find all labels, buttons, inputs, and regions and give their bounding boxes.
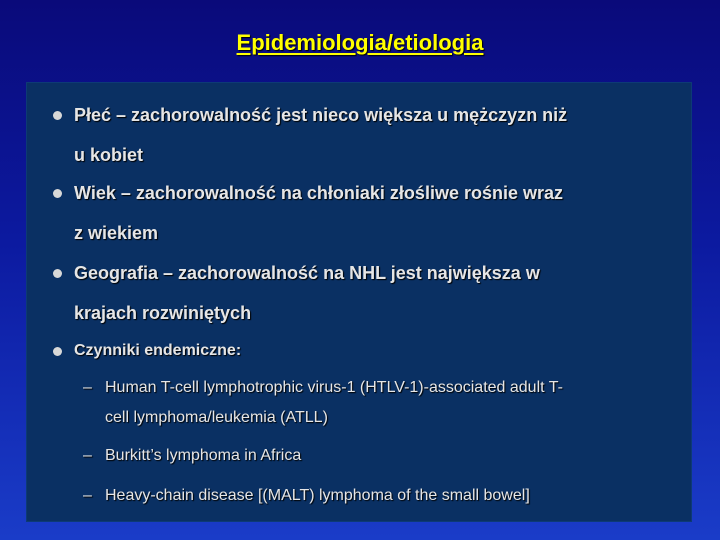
slide-title: Epidemiologia/etiologia	[236, 30, 484, 55]
bullet-dot-icon	[53, 111, 62, 120]
subbullet-text-line2: cell lymphoma/leukemia (ATLL)	[105, 409, 328, 426]
bullet-text-line1: Wiek – zachorowalność na chłoniaki złośliwe rośnie wraz	[74, 183, 563, 203]
bullet-dot-icon	[53, 189, 62, 198]
bullet-text-line2: krajach rozwiniętych	[74, 303, 252, 323]
content-panel	[27, 83, 691, 521]
bullet-dot-icon	[53, 269, 62, 278]
bullet-text-line2: u kobiet	[74, 145, 144, 165]
subbullet-text-line1: Burkitt’s lymphoma in Africa	[105, 447, 302, 464]
bullet-dot-icon	[53, 347, 62, 356]
bullet-text-line1: Płeć – zachorowalność jest nieco większa u mężczyzn niż	[74, 105, 568, 125]
bullet-text-line2: z wiekiem	[74, 223, 159, 243]
subbullet-text-line1: Heavy-chain disease [(MALT) lymphoma of the small bowel]	[105, 487, 530, 504]
subbullet-text-line1: Human T-cell lymphotrophic virus-1 (HTLV-1)-associated adult T-	[105, 379, 563, 396]
bullet-text-line1: Geografia – zachorowalność na NHL jest największa w	[74, 263, 540, 283]
bullet-text-line1: Czynniki endemiczne:	[74, 342, 242, 359]
dash-icon: –	[83, 487, 92, 504]
dash-icon: –	[83, 379, 92, 396]
dash-icon: –	[83, 447, 92, 464]
